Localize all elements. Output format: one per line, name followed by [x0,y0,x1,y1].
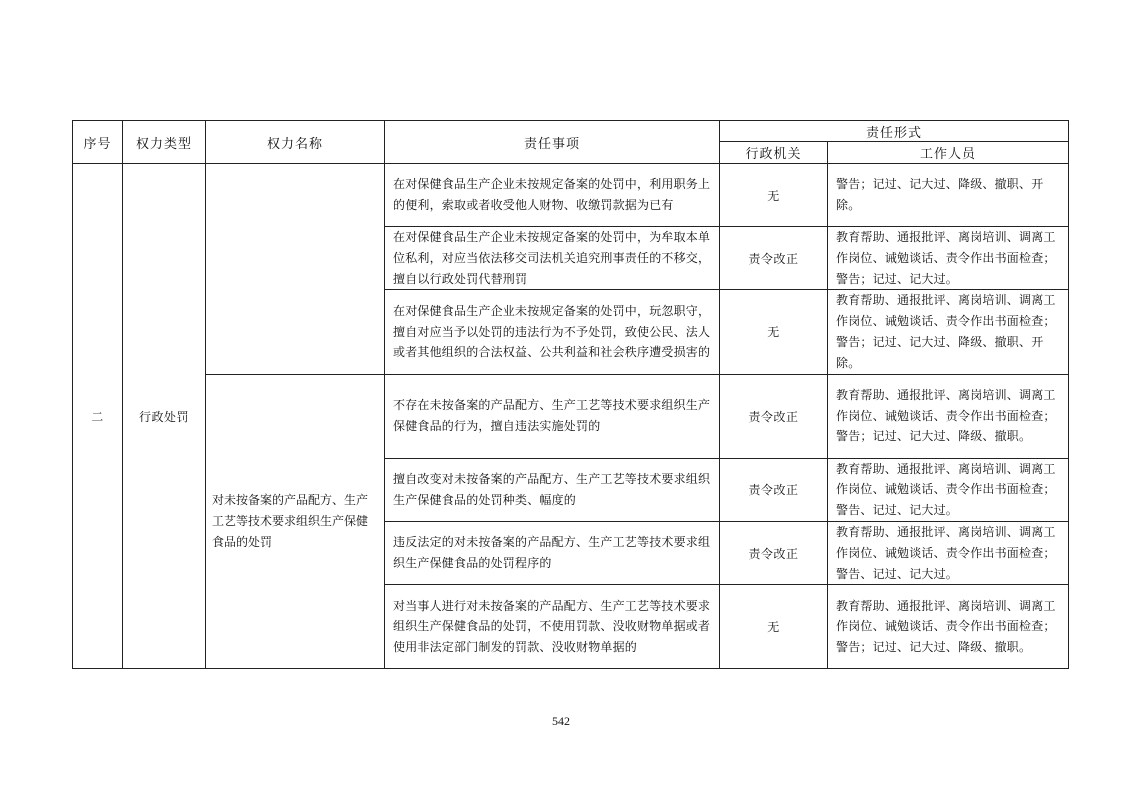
staff-cell: 教育帮助、通报批评、离岗培训、调离工作岗位、诫勉谈话、责令作出书面检查；警告；记过、记大过、降级、撤职、开除。 [828,290,1069,374]
power-name-cell: 对未按备案的产品配方、生产工艺等技术要求组织生产保健食品的处罚 [206,374,385,669]
page-number: 542 [552,714,570,728]
duty-cell: 对当事人进行对未按备案的产品配方、生产工艺等技术要求组织生产保健食品的处罚，不使用罚款、没收财物单据或者使用非法定部门制发的罚款、没收财物单据的 [385,585,720,669]
agency-cell: 责令改正 [720,521,828,584]
responsibility-table [72,120,1069,669]
power-type-cell: 行政处罚 [123,164,206,669]
staff-cell: 教育帮助、通报批评、离岗培训、调离工作岗位、诫勉谈话、责令作出书面检查；警告、记过、记大过。 [828,521,1069,584]
header-power-name: 权力名称 [206,121,385,164]
duty-cell: 在对保健食品生产企业未按规定备案的处罚中，利用职务上的便利，索取或者收受他人财物、收缴罚款据为已有 [385,164,720,227]
agency-cell: 责令改正 [720,227,828,290]
staff-cell: 教育帮助、通报批评、离岗培训、调离工作岗位、诫勉谈话、责令作出书面检查；警告、记过、记大过。 [828,458,1069,521]
agency-cell: 责令改正 [720,374,828,458]
index-cell: 二 [73,164,123,669]
staff-cell: 教育帮助、通报批评、离岗培训、调离工作岗位、诫勉谈话、责令作出书面检查；警告；记过、记大过、降级、撤职。 [828,585,1069,669]
agency-cell: 无 [720,585,828,669]
header-responsibility-form: 责任形式 [720,121,1069,142]
header-index: 序号 [73,121,123,164]
duty-cell: 不存在未按备案的产品配方、生产工艺等技术要求组织生产保健食品的行为，擅自违法实施处罚的 [385,374,720,458]
header-row [73,121,1069,142]
header-duty: 责任事项 [385,121,720,164]
table-row [73,374,1069,458]
staff-cell: 教育帮助、通报批评、离岗培训、调离工作岗位、诫勉谈话、责令作出书面检查；警告；记过、记大过、降级、撤职。 [828,374,1069,458]
power-name-cell-empty [206,164,385,375]
agency-cell: 无 [720,164,828,227]
staff-cell: 警告；记过、记大过、降级、撤职、开除。 [828,164,1069,227]
table-row [73,164,1069,227]
header-agency: 行政机关 [720,142,828,164]
staff-cell: 教育帮助、通报批评、离岗培训、调离工作岗位、诫勉谈话、责令作出书面检查；警告；记过、记大过。 [828,227,1069,290]
duty-cell: 在对保健食品生产企业未按规定备案的处罚中，玩忽职守，擅自对应当予以处罚的违法行为不予处罚，致使公民、法人或者其他组织的合法权益、公共利益和社会秩序遭受损害的 [385,290,720,374]
agency-cell: 责令改正 [720,458,828,521]
duty-cell: 违反法定的对未按备案的产品配方、生产工艺等技术要求组织生产保健食品的处罚程序的 [385,521,720,584]
header-staff: 工作人员 [828,142,1069,164]
duty-cell: 擅自改变对未按备案的产品配方、生产工艺等技术要求组织生产保健食品的处罚种类、幅度的 [385,458,720,521]
duty-cell: 在对保健食品生产企业未按规定备案的处罚中，为牟取本单位私利，对应当依法移交司法机关追究刑事责任的不移交，擅自以行政处罚代替刑罚 [385,227,720,290]
agency-cell: 无 [720,290,828,374]
header-power-type: 权力类型 [123,121,206,164]
